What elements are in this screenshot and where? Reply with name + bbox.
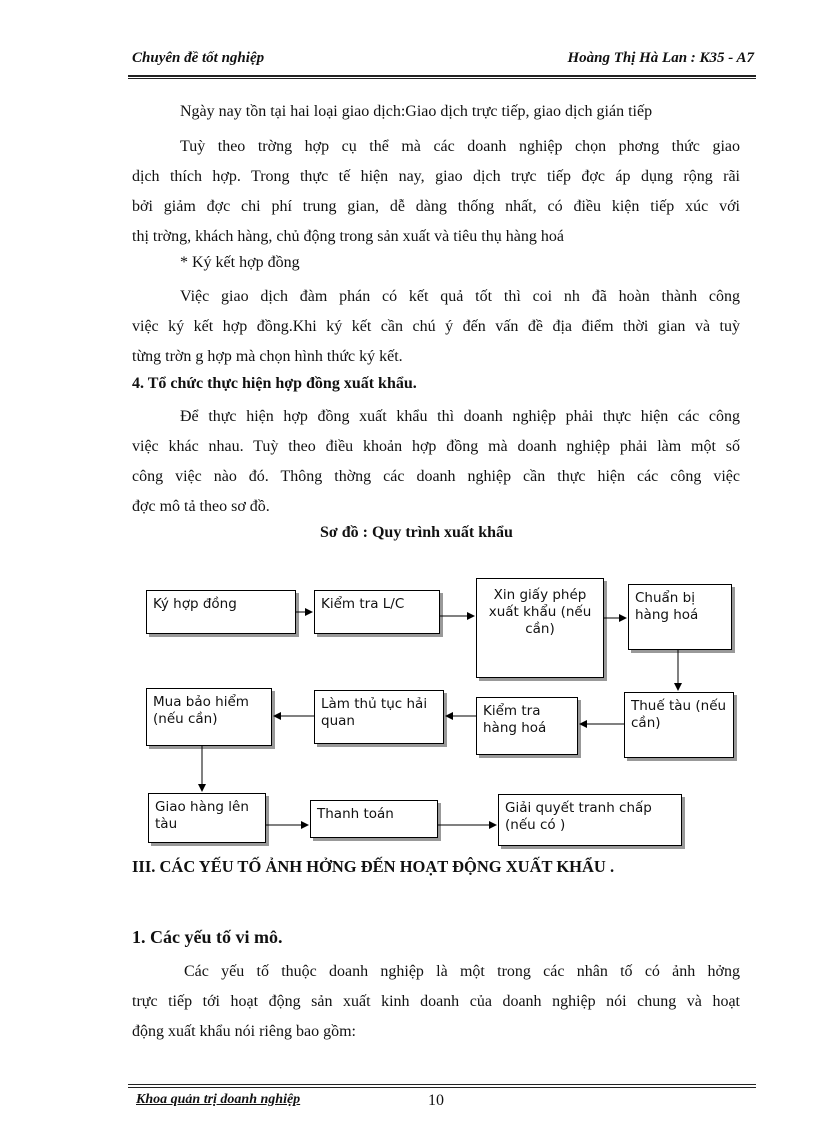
paragraph-transaction-types: Ngày nay tồn tại hai loại giao dịch:Giao dịch trực tiếp, giao dịch gián tiếp (180, 103, 653, 120)
paragraph-negotiation: Việc giao dịch đàm phán có kết quả tốt thì coi nh đã hoàn thành công việc ký kết hợp đồng.Khi ký kết cần chú ý đến vấn đề địa điểm thời gian và tuỳ từng trờn g hợp mà chọn hình thức ký kết. (132, 288, 740, 365)
step-insurance: Mua bảo hiểm (nếu cần) (146, 688, 272, 746)
paragraph-sign-contract: * Ký kết hợp đồng (180, 254, 300, 271)
header-right: Hoàng Thị Hà Lan : K35 - A7 (567, 50, 754, 66)
step-payment: Thanh toán (310, 800, 438, 838)
paragraph-micro-factors: Các yếu tố thuộc doanh nghiệp là một trong các nhân tố có ảnh hởng trực tiếp tới hoạt động sản xuất kinh doanh của doanh nghiệp nói chung và hoạt động xuất khẩu nói riêng bao gồm: (132, 963, 740, 1040)
step-charter-ship: Thuế tàu (nếu cần) (624, 692, 734, 758)
step-dispute-resolution: Giải quyết tranh chấp (nếu có ) (498, 794, 682, 846)
header-left: Chuyên đề tốt nghiệp (132, 50, 265, 66)
section-heading-4: 4. Tổ chức thực hiện hợp đồng xuất khẩu. (132, 375, 417, 392)
footer-rule-second (128, 1087, 756, 1088)
footer-left: Khoa quản trị doanh nghiệp (136, 1092, 301, 1107)
diagram-title: Sơ đồ : Quy trình xuất khẩu (320, 524, 513, 541)
paragraph-choose-method: Tuỳ theo trờng hợp cụ thể mà các doanh nghiệp chọn phơng thức giao dịch thích hợp. Trong thực tế hiện nay, giao dịch trực tiếp đợc áp dụng rộng rãi bởi giảm đợc chi phí trung gian, dễ dàng thống nhất, có điều kiện tiếp xúc với thị trờng, khách hàng, chủ động trong sản xuất và tiêu thụ hàng hoá (132, 138, 740, 245)
step-export-license: Xin giấy phép xuất khẩu (nếu cần) (476, 578, 604, 678)
section-heading-1: 1. Các yếu tố vi mô. (132, 927, 283, 947)
paragraph-contract-execution: Để thực hiện hợp đồng xuất khẩu thì doanh nghiệp phải thực hiện các công việc khác nhau. Tuỳ theo điều khoản hợp đồng mà doanh nghiệp phải làm một số công việc nào đó. Thông thờng các doanh nghiệp cần thực hiện các công việc đợc mô tả theo sơ đồ. (132, 408, 740, 515)
step-inspect-goods: Kiểm tra hàng hoá (476, 697, 578, 755)
step-deliver-goods: Giao hàng lên tàu (148, 793, 266, 843)
step-sign-contract: Ký hợp đồng (146, 590, 296, 634)
step-prepare-goods: Chuẩn bị hàng hoá (628, 584, 732, 650)
page-number: 10 (428, 1092, 444, 1109)
step-customs: Làm thủ tục hải quan (314, 690, 444, 744)
section-heading-iii: III. CÁC YẾU TỐ ẢNH HỞNG ĐẾN HOẠT ĐỘNG XUẤT KHẨU . (132, 857, 615, 876)
step-check-lc: Kiểm tra L/C (314, 590, 440, 634)
footer-rule (128, 1084, 756, 1085)
